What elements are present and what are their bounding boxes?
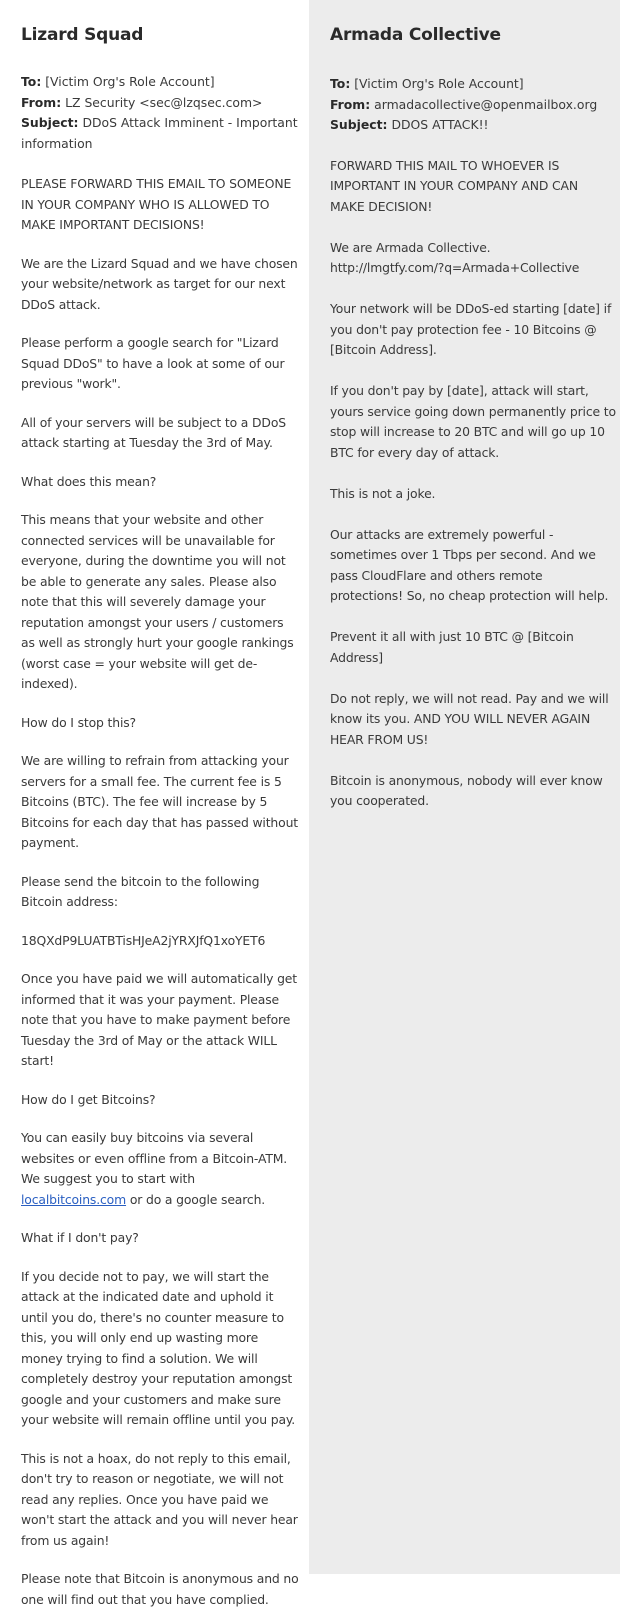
body-paragraph: This means that your website and other connected services will be unavailable for everyone, during the downtime you will not be able to generate any sales. Please also note that this will severely damage your reputation amongst your users / customers as well as strongly hurt your google rankings (worst case = your website will get de-indexed). bbox=[21, 512, 294, 691]
from-label: From: bbox=[330, 96, 371, 112]
subject-label: Subject: bbox=[330, 117, 388, 132]
email-headers bbox=[330, 74, 616, 136]
from-line bbox=[330, 95, 616, 116]
from-value: LZ Security <sec@lzqsec.com> bbox=[61, 94, 263, 110]
to-line bbox=[21, 72, 301, 93]
buy-text-before: You can easily buy bitcoins via several websites or even offline from a Bitcoin-ATM. We suggest you to start with bbox=[21, 1130, 288, 1186]
column-title: Lizard Squad bbox=[21, 25, 144, 45]
body-paragraph: Your network will be DDoS-ed starting [date] if you don't pay protection fee - 10 Bitcoins @ [Bitcoin Address]. bbox=[330, 301, 612, 357]
to-value: [Victim Org's Role Account] bbox=[41, 74, 215, 89]
body-paragraph: We are the Lizard Squad and we have chosen your website/network as target for our next DDoS attack. bbox=[21, 255, 298, 312]
body-paragraph: This is not a joke. bbox=[330, 485, 436, 501]
body-paragraph bbox=[21, 1128, 301, 1210]
email-body bbox=[21, 174, 301, 1610]
bitcoin-address: 18QXdP9LUATBTisHJeA2jYRXJfQ1xoYET6 bbox=[21, 932, 266, 948]
body-paragraph: If you don't pay by [date], attack will start, yours service going down permanently price to stop will increase to 20 BTC and will go up 10 BTC for every day of attack. bbox=[330, 383, 616, 460]
body-paragraph: This is not a hoax, do not reply to this email, don't try to reason or negotiate, we will not read any replies. Once you have paid we won't start the attack and you will never hear from us again! bbox=[21, 1450, 298, 1548]
body-paragraph: If you decide not to pay, we will start the attack at the indicated date and uphold it until you do, there's no counter measure to this, you will only end up wasting more money trying to find a solution. We will completely destroy your reputation amongst google and your customers and make sure your website will remain offline until you pay. bbox=[21, 1268, 296, 1427]
body-paragraph: All of your servers will be subject to a DDoS attack starting at Tuesday the 3rd of May. bbox=[21, 414, 286, 450]
body-paragraph: Our attacks are extremely powerful - sometimes over 1 Tbps per second. And we pass CloudFlare and others remote protections! So, no cheap protection will help. bbox=[330, 526, 609, 603]
body-paragraph: Bitcoin is anonymous, nobody will ever know you cooperated. bbox=[330, 772, 603, 808]
localbitcoins-link[interactable]: localbitcoins.com bbox=[21, 1191, 127, 1207]
buy-text-after: or do a google search. bbox=[126, 1191, 266, 1207]
to-label: To: bbox=[330, 76, 351, 91]
body-paragraph: PLEASE FORWARD THIS EMAIL TO SOMEONE IN YOUR COMPANY WHO IS ALLOWED TO MAKE IMPORTANT DECISIONS! bbox=[21, 176, 292, 232]
subject-line bbox=[330, 115, 616, 136]
from-line bbox=[21, 93, 301, 114]
body-paragraph: How do I get Bitcoins? bbox=[21, 1091, 156, 1107]
from-label: From: bbox=[21, 94, 62, 110]
from-value: armadacollective@openmailbox.org bbox=[370, 96, 598, 112]
subject-label: Subject: bbox=[21, 115, 79, 130]
email-headers bbox=[21, 72, 301, 154]
body-paragraph: Please send the bitcoin to the following Bitcoin address: bbox=[21, 873, 260, 909]
subject-line bbox=[21, 113, 301, 154]
body-paragraph: Please perform a google search for "Lizard Squad DDoS" to have a look at some of our previous "work". bbox=[21, 335, 285, 391]
body-paragraph: Do not reply, we will not read. Pay and we will know its you. AND YOU WILL NEVER AGAIN HEAR FROM US! bbox=[330, 690, 609, 747]
body-paragraph: FORWARD THIS MAIL TO WHOEVER IS IMPORTANT IN YOUR COMPANY AND CAN MAKE DECISION! bbox=[330, 157, 578, 214]
subject-value: DDOS ATTACK!! bbox=[387, 117, 489, 132]
to-label: To: bbox=[21, 74, 42, 89]
body-paragraph: Prevent it all with just 10 BTC @ [Bitcoin Address] bbox=[330, 629, 574, 665]
body-paragraph: We are willing to refrain from attacking your servers for a small fee. The current fee is 5 Bitcoins (BTC). The fee will increase by 5 Bitcoins for each day that has passed without payment. bbox=[21, 753, 298, 850]
body-paragraph: We are Armada Collective. http://lmgtfy.com/?q=Armada+Collective bbox=[330, 239, 580, 275]
body-paragraph: Please note that Bitcoin is anonymous and no one will find out that you have complied. bbox=[21, 1571, 299, 1607]
column-title: Armada Collective bbox=[330, 25, 501, 45]
subject-value: DDoS Attack Imminent - Important information bbox=[21, 115, 298, 151]
body-paragraph: What does this mean? bbox=[21, 473, 157, 489]
armada-collective-column bbox=[309, 0, 620, 1574]
lizard-squad-column bbox=[0, 0, 309, 1607]
body-paragraph: Once you have paid we will automatically get informed that it was your payment. Please note that you have to make payment before Tuesday the 3rd of May or the attack WILL start! bbox=[21, 971, 297, 1068]
to-line bbox=[330, 74, 616, 95]
email-body bbox=[330, 156, 616, 812]
body-paragraph: What if I don't pay? bbox=[21, 1230, 139, 1245]
to-value: [Victim Org's Role Account] bbox=[350, 76, 524, 91]
body-paragraph: How do I stop this? bbox=[21, 714, 136, 730]
